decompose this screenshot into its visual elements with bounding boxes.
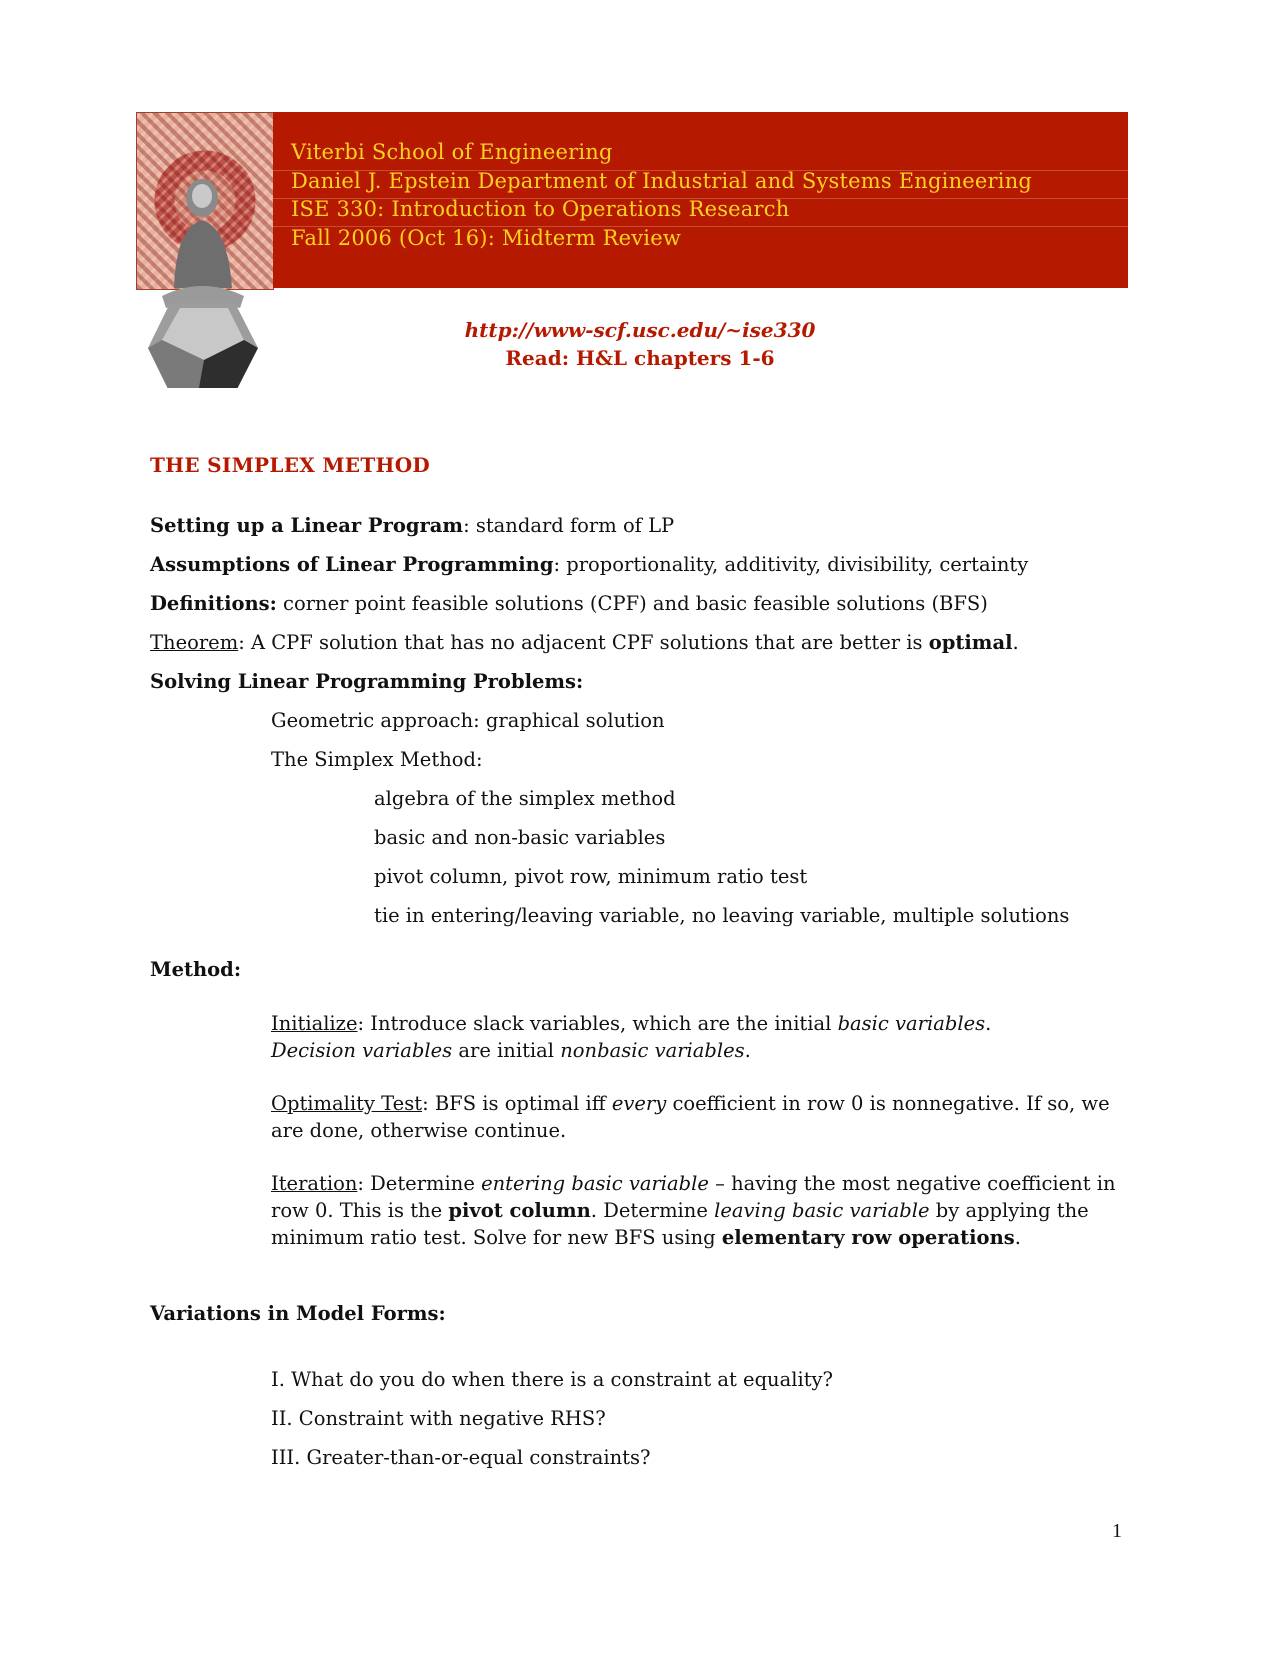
iteration-bold: pivot column	[448, 1199, 591, 1222]
school-name: Viterbi School of Engineering	[291, 140, 613, 164]
optimality-text: : BFS is optimal iff	[422, 1092, 612, 1115]
term-title: Fall 2006 (Oct 16): Midterm Review	[291, 226, 682, 250]
section-title: THE SIMPLEX METHOD	[150, 453, 431, 477]
course-title: ISE 330: Introduction to Operations Research	[291, 197, 790, 221]
variation-item: I. What do you do when there is a constraint at equality?	[271, 1368, 834, 1391]
solving-label: Solving Linear Programming Problems:	[150, 670, 584, 693]
assumptions-text: : proportionality, additivity, divisibility, certainty	[553, 553, 1029, 576]
variation-item: III. Greater-than-or-equal constraints?	[271, 1446, 651, 1469]
reading-assignment: Read: H&L chapters 1-6	[505, 346, 775, 370]
variation-item: II. Constraint with negative RHS?	[271, 1407, 606, 1430]
assumptions-line	[150, 553, 1028, 576]
iteration-bold: elementary row operations	[721, 1226, 1015, 1249]
initialize-text: .	[985, 1012, 992, 1035]
definitions-label: Definitions:	[150, 592, 277, 615]
iteration-italic: leaving basic variable	[714, 1199, 930, 1222]
theorem-line	[150, 631, 1019, 654]
iteration-label: Iteration	[271, 1172, 358, 1195]
initialize-italic: nonbasic variables	[560, 1039, 745, 1062]
optimality-label: Optimality Test	[271, 1092, 423, 1115]
iteration-text: by applying the minimum ratio test. Solve for new BFS using	[271, 1199, 1089, 1249]
initialize-text: are initial	[452, 1039, 561, 1062]
optimality-text: coefficient in row 0 is nonnegative. If so, we are done, otherwise continue.	[271, 1092, 1110, 1142]
assumptions-label: Assumptions of Linear Programming	[150, 553, 554, 576]
initialize-text: : Introduce slack variables, which are the initial	[357, 1012, 838, 1035]
simplex-method-heading: The Simplex Method:	[271, 748, 483, 771]
theorem-end: .	[1012, 631, 1019, 654]
initialize-paragraph	[271, 1010, 1131, 1064]
iteration-text: : Determine	[357, 1172, 482, 1195]
header-banner	[273, 112, 1128, 288]
initialize-italic: Decision variables	[271, 1039, 453, 1062]
initialize-label: Initialize	[271, 1012, 358, 1035]
department-name: Daniel J. Epstein Department of Industrial and Systems Engineering	[291, 169, 1033, 193]
method-title: Method:	[150, 958, 242, 981]
setup-text: : standard form of LP	[463, 514, 675, 537]
setup-label: Setting up a Linear Program	[150, 514, 464, 537]
iteration-text: – having the most negative coefficient in row 0. This is the	[271, 1172, 1116, 1222]
iteration-italic: entering basic variable	[481, 1172, 709, 1195]
optimality-paragraph	[271, 1090, 1121, 1144]
course-url-link[interactable]: http://www-scf.usc.edu/~ise330	[464, 318, 816, 342]
simplex-subitem: basic and non-basic variables	[374, 826, 666, 849]
definitions-line	[150, 592, 988, 615]
simplex-subitem: algebra of the simplex method	[374, 787, 676, 810]
simplex-subitem: pivot column, pivot row, minimum ratio test	[374, 865, 808, 888]
definitions-text: corner point feasible solutions (CPF) and basic feasible solutions (BFS)	[276, 592, 988, 615]
iteration-paragraph	[271, 1170, 1121, 1251]
theorem-text: : A CPF solution that has no adjacent CPF solutions that are better is	[238, 631, 929, 654]
optimality-italic: every	[611, 1092, 667, 1115]
iteration-text: . Determine	[590, 1199, 715, 1222]
initialize-text: .	[744, 1039, 751, 1062]
page-number: 1	[1112, 1520, 1122, 1542]
initialize-italic: basic variables	[837, 1012, 986, 1035]
geometric-approach: Geometric approach: graphical solution	[271, 709, 665, 732]
iteration-text: .	[1014, 1226, 1021, 1249]
theorem-label: Theorem	[150, 631, 239, 654]
variations-title: Variations in Model Forms:	[150, 1302, 446, 1325]
setup-line	[150, 514, 674, 537]
theorem-bold: optimal	[928, 631, 1013, 654]
simplex-subitem: tie in entering/leaving variable, no leaving variable, multiple solutions	[374, 904, 1070, 927]
